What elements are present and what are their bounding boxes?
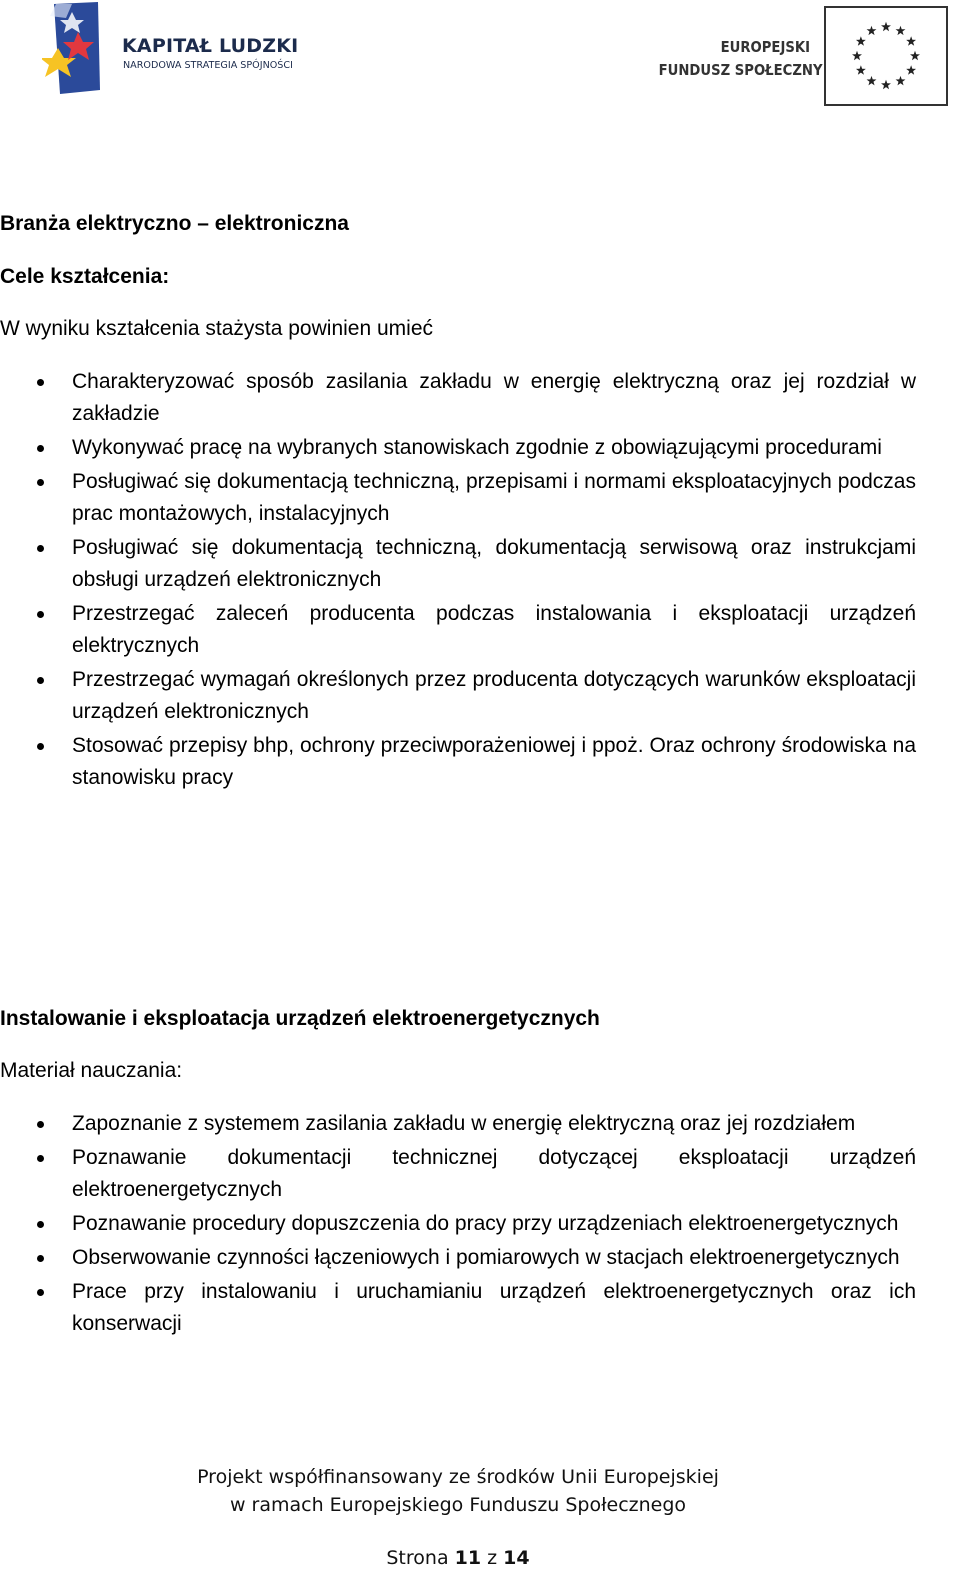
list-item: Charakteryzować sposób zasilania zakładu w energię elektryczną oraz jej rozdział w zakładzie bbox=[0, 366, 916, 430]
bullet-icon bbox=[37, 545, 44, 552]
bullet-icon bbox=[37, 479, 44, 486]
bullet-icon bbox=[37, 611, 44, 618]
bullet-icon bbox=[37, 1121, 44, 1128]
list-item: Przestrzegać wymagań określonych przez producenta dotyczących warunków eksploatacji urządzeń elektronicznych bbox=[0, 664, 916, 728]
eu-star-icon bbox=[906, 36, 916, 45]
bullet-icon bbox=[37, 1255, 44, 1262]
list-item: Stosować przepisy bhp, ochrony przeciwporażeniowej i ppoż. Oraz ochrony środowiska na stanowisku pracy bbox=[0, 730, 916, 794]
efs-line2: FUNDUSZ SPOŁECZNY bbox=[658, 61, 823, 79]
list-item: Prace przy instalowaniu i uruchamianiu urządzeń elektroenergetycznych oraz ich konserwacji bbox=[0, 1276, 916, 1340]
eu-flag bbox=[824, 6, 948, 106]
page-number bbox=[0, 1544, 916, 1572]
efs-logo-text bbox=[658, 36, 823, 82]
eu-star-icon bbox=[896, 26, 906, 35]
footer-line2: w ramach Europejskiego Funduszu Społecznego bbox=[229, 1494, 687, 1516]
eu-star-icon bbox=[867, 76, 877, 85]
list-item: Posługiwać się dokumentacją techniczną, dokumentacją serwisową oraz instrukcjami obsługi urządzeń elektronicznych bbox=[0, 532, 916, 596]
kapital-ludzki-logo bbox=[42, 2, 342, 94]
eu-star-icon bbox=[906, 65, 916, 74]
section1-subheading: Cele kształcenia: bbox=[0, 265, 170, 288]
list-item: Posługiwać się dokumentacją techniczną, przepisami i normami eksploatacyjnych podczas prac montażowych, instalacyjnych bbox=[0, 466, 916, 530]
eu-star-icon bbox=[881, 80, 891, 89]
page-current: 11 bbox=[454, 1547, 482, 1569]
page-total: 14 bbox=[503, 1547, 530, 1569]
list-item: Zapoznanie z systemem zasilania zakładu w energię elektryczną oraz jej rozdziałem bbox=[0, 1108, 916, 1140]
eu-star-icon bbox=[896, 76, 906, 85]
section2-heading: Instalowanie i eksploatacja urządzeń elektroenergetycznych bbox=[0, 1007, 600, 1030]
bullet-icon bbox=[37, 1221, 44, 1228]
bullet-icon bbox=[37, 743, 44, 750]
list-item: Przestrzegać zaleceń producenta podczas instalowania i eksploatacji urządzeń elektrycznych bbox=[0, 598, 916, 662]
list-item: Poznawanie procedury dopuszczenia do pracy przy urządzeniach elektroenergetycznych bbox=[0, 1208, 916, 1240]
bullet-icon bbox=[37, 677, 44, 684]
footer-line1: Projekt współfinansowany ze środków Unii Europejskiej bbox=[197, 1466, 719, 1488]
eu-star-icon bbox=[856, 36, 866, 45]
eu-star-icon bbox=[867, 26, 877, 35]
section1-list bbox=[0, 366, 916, 796]
eu-star-icon bbox=[910, 51, 920, 60]
eu-star-icon bbox=[881, 22, 891, 31]
list-item: Wykonywać pracę na wybranych stanowiskach zgodnie z obowiązującymi procedurami bbox=[0, 432, 916, 464]
page-sep: z bbox=[487, 1547, 498, 1569]
list-item: Poznawanie dokumentacji technicznej dotyczącej eksploatacji urządzeń elektroenergetycznych bbox=[0, 1142, 916, 1206]
bullet-icon bbox=[37, 445, 44, 452]
bullet-icon bbox=[37, 1155, 44, 1162]
bullet-icon bbox=[37, 1289, 44, 1296]
list-item: Obserwowanie czynności łączeniowych i pomiarowych w stacjach elektroenergetycznych bbox=[0, 1242, 916, 1274]
section1-heading: Branża elektryczno – elektroniczna bbox=[0, 212, 349, 235]
bullet-icon bbox=[37, 379, 44, 386]
kapital-ludzki-title: KAPITAŁ LUDZKI bbox=[122, 35, 299, 57]
kapital-ludzki-subtitle: NARODOWA STRATEGIA SPÓJNOŚCI bbox=[123, 60, 293, 71]
eu-star-icon bbox=[852, 51, 862, 60]
eu-stars-flag-icon bbox=[826, 8, 946, 104]
page-prefix: Strona bbox=[386, 1547, 449, 1569]
kapital-ludzki-mark-icon bbox=[42, 2, 104, 94]
efs-line1: EUROPEJSKI bbox=[720, 38, 810, 56]
section1-intro: W wyniku kształcenia stażysta powinien umieć bbox=[0, 317, 434, 340]
section2-subheading: Materiał nauczania: bbox=[0, 1059, 183, 1082]
eu-star-icon bbox=[856, 65, 866, 74]
section2-list bbox=[0, 1108, 916, 1342]
